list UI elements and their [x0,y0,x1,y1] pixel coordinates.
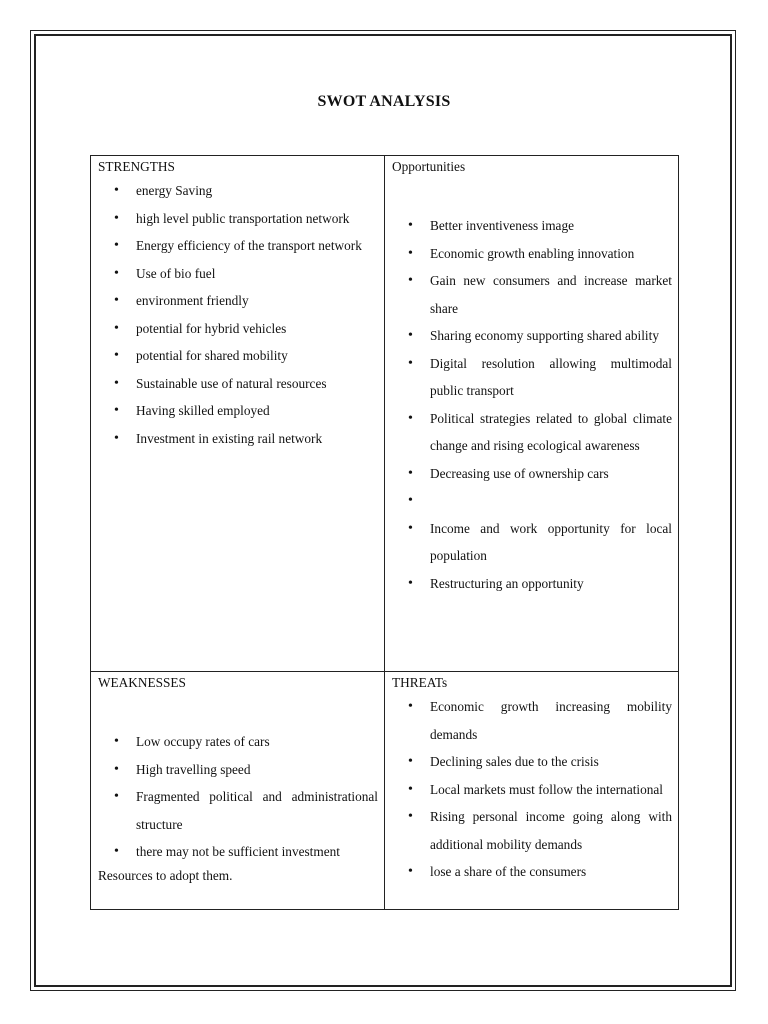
list-item: • Digital resolution allowing multimodal public transport [392,350,672,405]
list-item: • energy Saving [98,177,378,205]
list-item: • Decreasing use of ownership cars [392,460,672,488]
opportunities-list [392,212,672,597]
list-item: • Use of bio fuel [98,260,378,288]
list-item: • High travelling speed [98,756,378,784]
strengths-heading: STRENGTHS [98,159,175,174]
weaknesses-trailing-text: Resources to adopt them. [98,867,233,883]
list-item: • Better inventiveness image [392,212,672,240]
list-item: • Political strategies related to global climate change and rising ecological awareness [392,405,672,460]
list-item: • Local markets must follow the international [392,776,672,804]
list-item: • Rising personal income going along with additional mobility demands [392,803,672,858]
list-item: • Fragmented political and administrational structure [98,783,378,838]
weaknesses-heading: WEAKNESSES [98,675,186,690]
strengths-list [98,177,378,452]
threats-heading: THREATs [392,675,448,690]
list-item: • potential for hybrid vehicles [98,315,378,343]
threats-list [392,693,672,886]
list-item: • high level public transportation network [98,205,378,233]
list-item: • there may not be sufficient investment [98,838,378,866]
list-item: • Gain new consumers and increase market share [392,267,672,322]
opportunities-heading: Opportunities [392,159,466,174]
list-item: • potential for shared mobility [98,342,378,370]
strengths-cell [91,156,385,672]
list-item: • Energy efficiency of the transport network [98,232,378,260]
swot-table [90,155,679,910]
list-item: • Sharing economy supporting shared ability [392,322,672,350]
list-item: • environment friendly [98,287,378,315]
list-item: • Income and work opportunity for local population [392,515,672,570]
list-item: • lose a share of the consumers [392,858,672,886]
list-item: • Restructuring an opportunity [392,570,672,598]
list-item: • Investment in existing rail network [98,425,378,453]
list-item: • Having skilled employed [98,397,378,425]
document-title: SWOT ANALYSIS [317,93,451,110]
list-item: • Declining sales due to the crisis [392,748,672,776]
weaknesses-cell [91,672,385,910]
weaknesses-list [98,728,378,866]
list-item: • Economic growth enabling innovation [392,240,672,268]
opportunities-cell [385,156,679,672]
list-item: • Low occupy rates of cars [98,728,378,756]
list-item: • Sustainable use of natural resources [98,370,378,398]
list-item: • Economic growth increasing mobility demands [392,693,672,748]
threats-cell [385,672,679,910]
list-item [392,487,672,515]
